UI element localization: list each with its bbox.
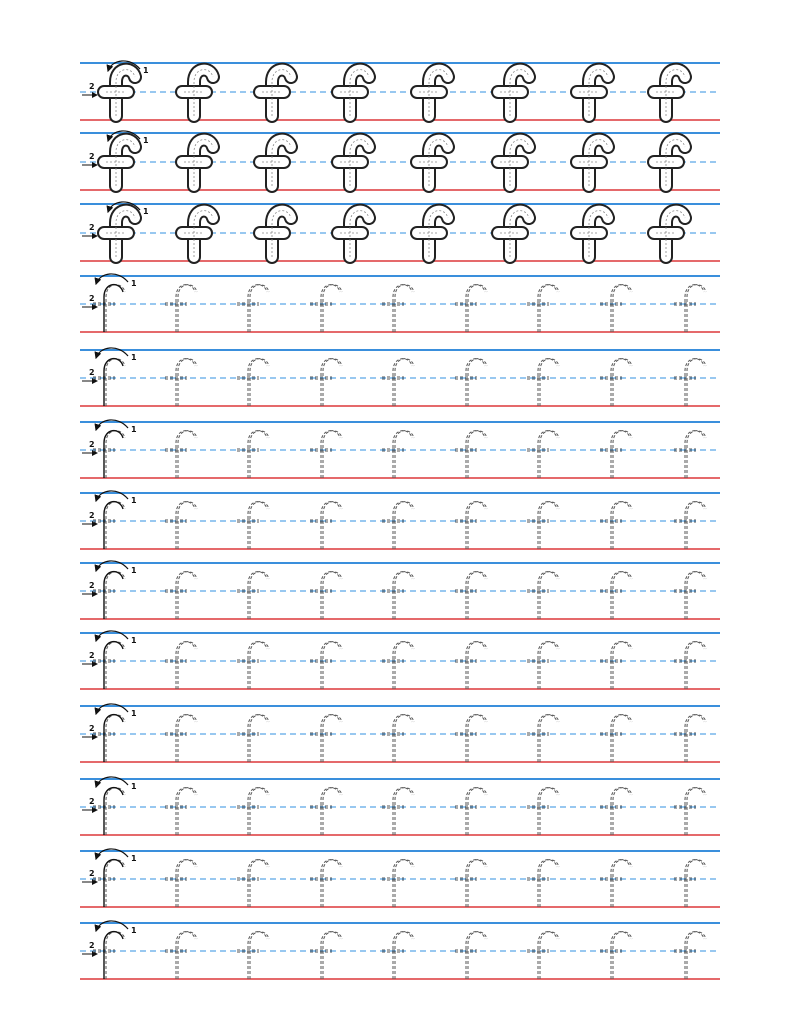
traceable-letter — [674, 642, 706, 689]
traceable-letter — [455, 642, 487, 689]
traceable-letter — [310, 359, 342, 406]
practice-row — [80, 202, 720, 261]
practice-row — [80, 131, 720, 190]
stroke-number-label: 1 — [131, 926, 137, 935]
traceable-letter — [600, 572, 632, 619]
traceable-letter — [527, 932, 559, 979]
traceable-letter — [674, 285, 706, 332]
traceable-letter — [182, 211, 213, 257]
traceable-letter — [527, 359, 559, 406]
traceable-letter — [93, 642, 125, 689]
traceable-letter — [674, 359, 706, 406]
traceable-letter — [310, 285, 342, 332]
practice-row — [80, 631, 720, 689]
stroke-number-label: 1 — [131, 782, 137, 791]
traceable-letter — [600, 642, 632, 689]
stroke-number-label: 1 — [131, 279, 137, 288]
traceable-letter — [165, 860, 197, 907]
stroke-number-label: 2 — [89, 869, 95, 878]
traceable-letter — [674, 788, 706, 835]
traceable-letter — [455, 359, 487, 406]
traceable-letter — [654, 211, 685, 257]
stroke-number-label: 1 — [131, 854, 137, 863]
traceable-letter — [577, 70, 608, 116]
traceable-letter — [382, 285, 414, 332]
practice-row — [80, 348, 720, 406]
traceable-letter — [527, 502, 559, 549]
traceable-letter — [237, 860, 269, 907]
traceable-letter — [237, 502, 269, 549]
stroke-number-label: 1 — [131, 425, 137, 434]
traceable-letter — [237, 642, 269, 689]
traceable-letter — [93, 715, 125, 762]
traceable-letter — [93, 359, 125, 406]
stroke-number-label: 1 — [131, 636, 137, 645]
traceable-letter — [455, 285, 487, 332]
practice-row — [80, 704, 720, 762]
traceable-letter — [600, 285, 632, 332]
traceable-letter — [165, 502, 197, 549]
traceable-letter — [674, 932, 706, 979]
traceable-letter — [577, 211, 608, 257]
traceable-letter — [165, 932, 197, 979]
stroke-number-label: 1 — [131, 566, 137, 575]
traceable-letter — [338, 140, 369, 186]
traceable-letter — [674, 572, 706, 619]
practice-row — [80, 849, 720, 907]
traceable-letter — [455, 860, 487, 907]
traceable-letter — [674, 431, 706, 478]
traceable-letter — [527, 860, 559, 907]
practice-row — [80, 777, 720, 835]
traceable-letter — [417, 140, 448, 186]
stroke-number-label: 1 — [143, 66, 149, 75]
traceable-letter — [237, 359, 269, 406]
traceable-letter — [165, 642, 197, 689]
stroke-number-label: 2 — [89, 941, 95, 950]
traceable-letter — [455, 502, 487, 549]
traceable-letter — [165, 359, 197, 406]
traceable-letter — [93, 285, 125, 332]
stroke-number-label: 2 — [89, 440, 95, 449]
traceable-letter — [600, 715, 632, 762]
traceable-letter — [455, 572, 487, 619]
traceable-letter — [654, 70, 685, 116]
traceable-letter — [310, 642, 342, 689]
traceable-letter — [382, 932, 414, 979]
practice-row — [80, 561, 720, 619]
traceable-letter — [527, 285, 559, 332]
traceable-letter — [455, 788, 487, 835]
traceable-letter — [527, 788, 559, 835]
practice-row — [80, 274, 720, 332]
traceable-letter — [674, 860, 706, 907]
traceable-letter — [165, 788, 197, 835]
traceable-letter — [382, 860, 414, 907]
traceable-letter — [382, 642, 414, 689]
traceable-letter — [382, 359, 414, 406]
traceable-letter — [165, 572, 197, 619]
traceable-letter — [93, 502, 125, 549]
traceable-letter — [104, 140, 135, 186]
stroke-number-label: 2 — [89, 82, 95, 91]
traceable-letter — [310, 572, 342, 619]
traceable-letter — [382, 715, 414, 762]
traceable-letter — [600, 932, 632, 979]
traceable-letter — [237, 715, 269, 762]
stroke-number-label: 1 — [143, 136, 149, 145]
traceable-letter — [527, 642, 559, 689]
traceable-letter — [260, 211, 291, 257]
traceable-letter — [674, 502, 706, 549]
stroke-number-label: 2 — [89, 511, 95, 520]
traceable-letter — [165, 715, 197, 762]
traceable-letter — [104, 70, 135, 116]
stroke-number-label: 2 — [89, 152, 95, 161]
traceable-letter — [182, 140, 213, 186]
traceable-letter — [498, 140, 529, 186]
traceable-letter — [417, 211, 448, 257]
stroke-number-label: 1 — [143, 207, 149, 216]
traceable-letter — [310, 431, 342, 478]
stroke-number-label: 2 — [89, 581, 95, 590]
traceable-letter — [165, 431, 197, 478]
traceable-letter — [600, 788, 632, 835]
traceable-letter — [455, 715, 487, 762]
traceable-letter — [498, 70, 529, 116]
traceable-letter — [310, 502, 342, 549]
traceable-letter — [338, 70, 369, 116]
practice-row — [80, 921, 720, 979]
stroke-number-label: 2 — [89, 223, 95, 232]
traceable-letter — [455, 932, 487, 979]
traceable-letter — [93, 788, 125, 835]
traceable-letter — [260, 140, 291, 186]
traceable-letter — [577, 140, 608, 186]
traceable-letter — [310, 715, 342, 762]
stroke-number-label: 1 — [131, 709, 137, 718]
traceable-letter — [237, 788, 269, 835]
practice-row — [80, 61, 720, 120]
traceable-letter — [93, 431, 125, 478]
practice-row — [80, 491, 720, 549]
traceable-letter — [674, 715, 706, 762]
traceable-letter — [527, 572, 559, 619]
traceable-letter — [654, 140, 685, 186]
traceable-letter — [182, 70, 213, 116]
traceable-letter — [237, 431, 269, 478]
traceable-letter — [104, 211, 135, 257]
traceable-letter — [600, 860, 632, 907]
stroke-number-label: 2 — [89, 651, 95, 660]
traceable-letter — [527, 431, 559, 478]
traceable-letter — [527, 715, 559, 762]
traceable-letter — [260, 70, 291, 116]
traceable-letter — [382, 431, 414, 478]
traceable-letter — [417, 70, 448, 116]
stroke-number-label: 2 — [89, 294, 95, 303]
traceable-letter — [600, 359, 632, 406]
traceable-letter — [93, 860, 125, 907]
stroke-number-label: 2 — [89, 368, 95, 377]
stroke-number-label: 1 — [131, 353, 137, 362]
traceable-letter — [498, 211, 529, 257]
stroke-number-label: 2 — [89, 797, 95, 806]
traceable-letter — [237, 285, 269, 332]
traceable-letter — [382, 572, 414, 619]
traceable-letter — [600, 502, 632, 549]
stroke-number-label: 1 — [131, 496, 137, 505]
traceable-letter — [310, 860, 342, 907]
traceable-letter — [455, 431, 487, 478]
traceable-letter — [338, 211, 369, 257]
traceable-letter — [93, 932, 125, 979]
traceable-letter — [237, 572, 269, 619]
traceable-letter — [310, 788, 342, 835]
traceable-letter — [600, 431, 632, 478]
traceable-letter — [310, 932, 342, 979]
stroke-number-label: 2 — [89, 724, 95, 733]
traceable-letter — [93, 572, 125, 619]
traceable-letter — [382, 502, 414, 549]
practice-row — [80, 420, 720, 478]
traceable-letter — [382, 788, 414, 835]
traceable-letter — [237, 932, 269, 979]
traceable-letter — [165, 285, 197, 332]
